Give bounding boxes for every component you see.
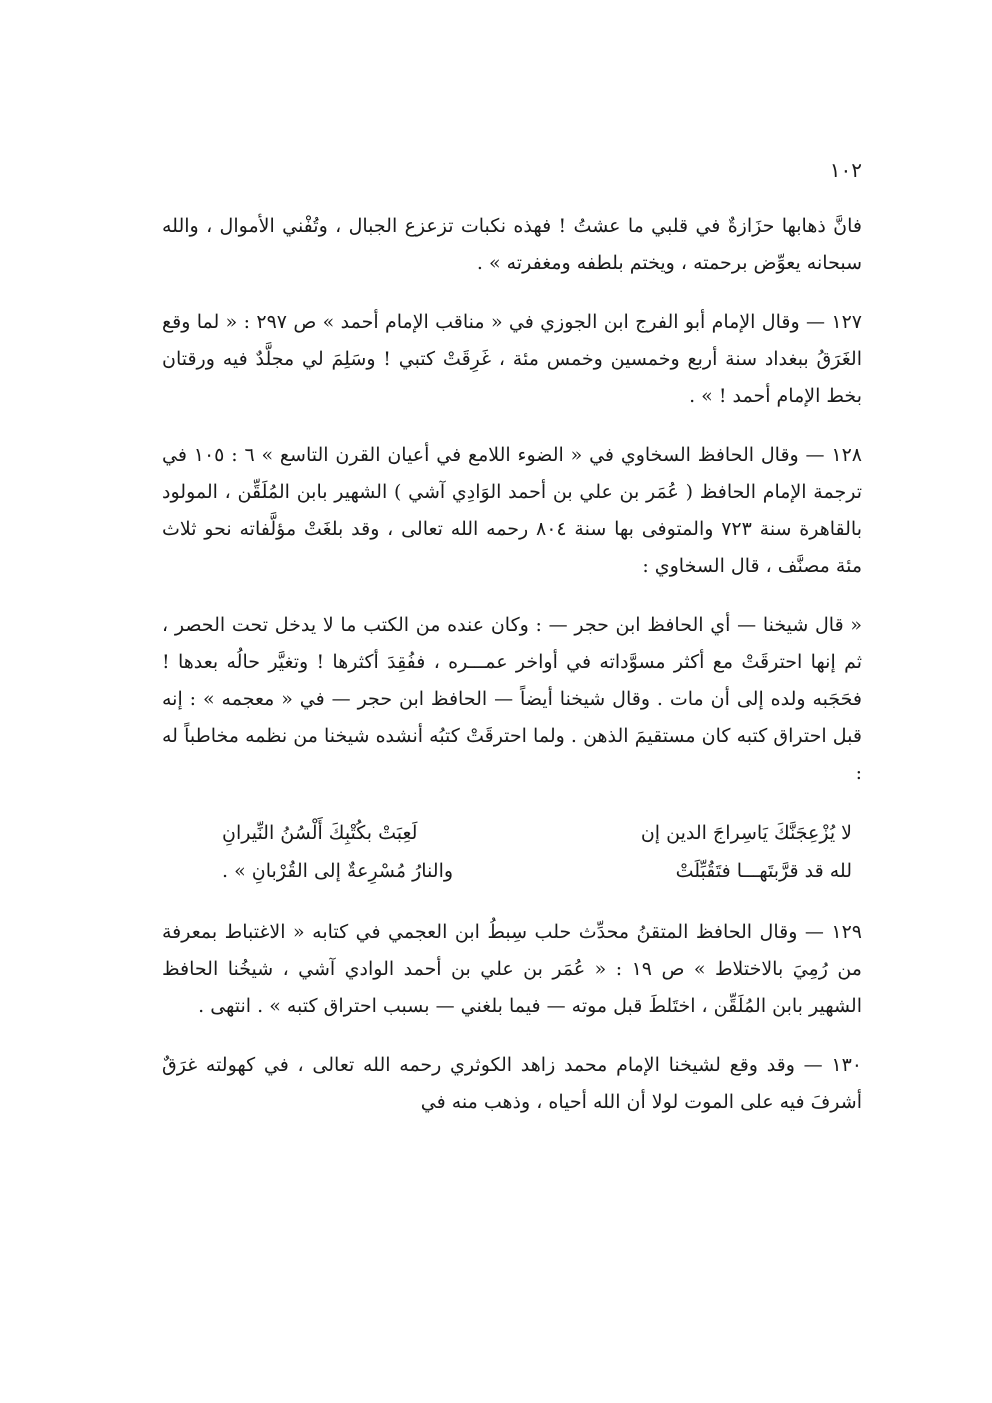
poem-verse-2-first: لله قد قرَّبتَهـــا فتَقُبِّلَتْ — [675, 860, 852, 882]
paragraph-130: ١٣٠ — وقد وقع لشيخنا الإمام محمد زاهد الكوثري رحمه الله تعالى ، في كهولته غرَقٌ أشرفَ فيه على الموت لولا أن الله أحياه ، وذهب منه في — [162, 1054, 862, 1113]
poem-verse-2-second: والنارُ مُسْرِعةٌ إلى القُرْبانِ » . — [222, 860, 454, 882]
paragraph-128: ١٢٨ — وقال الحافظ السخاوي في « الضوء اللامع في أعيان القرن التاسع » ٦ : ١٠٥ في ترجمة الإمام الحافظ ( عُمَر بن علي بن أحمد الوَادِي آشي ) الشهير بابن المُلَقِّن ، المولود بالقاهرة سنة ٧٢٣ والمتوفى بها سنة ٨٠٤ رحمه الله تعالى ، وقد بلغَتْ مؤلَّفاته نحو ثلاث مئة مصنَّف ، قال السخاوي : — [162, 444, 862, 577]
poem-verse-1-second: لَعِبَتْ بكُتْبِكَ أَلْسُنُ النِّيرانِ — [222, 822, 418, 844]
poem-verse-1 — [162, 814, 862, 852]
poem — [162, 814, 862, 890]
paragraph-129: ١٢٩ — وقال الحافظ المتقنُ محدِّث حلب سِبطُ ابن العجمي في كتابه « الاغتباط بمعرفة من رُمِيَ بالاختلاط » ص ١٩ : « عُمَر بن علي بن أحمد الوادي آشي ، شيخُنا الحافظ الشهير بابن المُلَقِّن ، اختَلطَ قبل موته — فيما بلغني — بسبب احتراق كتبه » . انتهى . — [162, 921, 862, 1017]
page-body — [162, 208, 862, 1143]
paragraph-continuation: فانَّ ذهابها حزَازةٌ في قلبي ما عشتُ ! فهذه نكبات تزعزع الجبال ، وتُفْني الأموال ، والله سبحانه يعوِّض برحمته ، ويختم بلطفه ومغفرته » . — [162, 215, 862, 274]
paragraph-quote-sakhawi: « قال شيخنا — أي الحافظ ابن حجر — : وكان عنده من الكتب ما لا يدخل تحت الحصر ، ثم إنها احترقَتْ مع أكثر مسوَّداته في أواخر عمـــره ، ففُقِدَ أكثرها ! وتغيَّر حالُه بعدها ! فحَجَبه ولده إلى أن مات . وقال شيخنا أيضاً — الحافظ ابن حجر — في « معجمه » : إنه قبل احتراق كتبه كان مستقيمَ الذهن . ولما احترقَتْ كتبُه أنشده شيخنا من نظمه مخاطباً له : — [162, 614, 862, 784]
page-number: ١٠٢ — [829, 158, 862, 182]
paragraph-127: ١٢٧ — وقال الإمام أبو الفرج ابن الجوزي في « مناقب الإمام أحمد » ص ٢٩٧ : « لما وقع الغَرَقُ ببغداد سنة أربع وخمسين وخمس مئة ، غَرِقَتْ كتبي ! وسَلِمَ لي مجلَّدٌ فيه ورقتان بخط الإمام أحمد ! » . — [162, 311, 862, 407]
poem-verse-2 — [162, 852, 862, 890]
poem-verse-1-first: لا يُزْعِجَنَّكَ يَاسِراجَ الدين إن — [640, 822, 852, 844]
